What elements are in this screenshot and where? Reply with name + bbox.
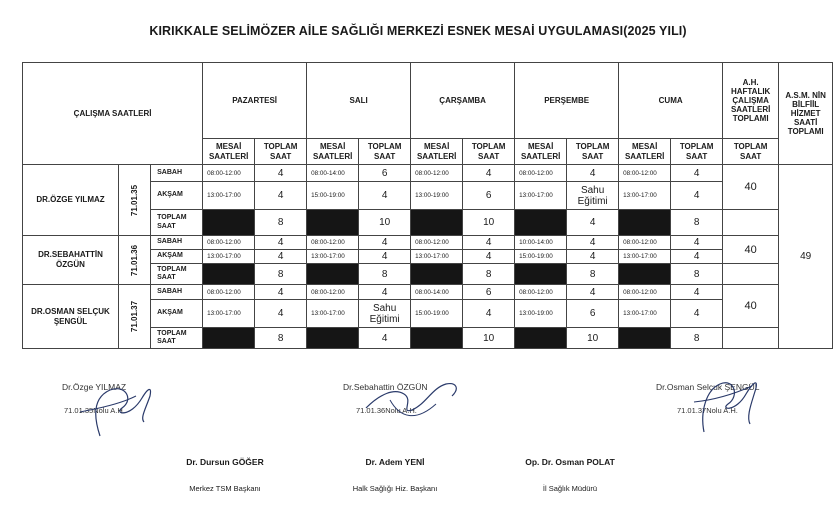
blacked-out-cell bbox=[515, 328, 567, 349]
shift-time: 13:00-19:00 bbox=[515, 300, 567, 328]
weekly-total-header: A.H. HAFTALIK ÇALIŞMA SAATLERİ TOPLAMI bbox=[723, 63, 779, 139]
daily-total: 8 bbox=[255, 264, 307, 285]
daily-total: 8 bbox=[255, 328, 307, 349]
page-title: KIRIKKALE SELİMÖZER AİLE SAĞLIĞI MERKEZİ ESNEK MESAİ UYGULAMASI(2025 YILI) bbox=[149, 24, 687, 38]
daily-total: 8 bbox=[671, 264, 723, 285]
blacked-out-cell bbox=[203, 210, 255, 236]
asm-total-header: A.S.M. NİN BİLFİİL HİZMET SAATİ TOPLAMI bbox=[779, 63, 833, 165]
official-name: Op. Dr. Osman POLAT bbox=[525, 457, 615, 467]
shift-label-total: TOPLAM SAAT bbox=[151, 264, 203, 285]
shift-hours: 4 bbox=[671, 250, 723, 264]
shift-hours: 6 bbox=[463, 285, 515, 300]
shift-hours: 4 bbox=[671, 165, 723, 182]
shift-time: 15:00-19:00 bbox=[411, 300, 463, 328]
handwritten-signature-icon bbox=[360, 374, 470, 430]
toplam-header: TOPLAM SAAT bbox=[671, 139, 723, 165]
shift-time: 08:00-12:00 bbox=[203, 285, 255, 300]
blacked-out-cell bbox=[411, 210, 463, 236]
daily-total: 8 bbox=[671, 328, 723, 349]
shift-hours: 4 bbox=[359, 250, 411, 264]
toplam-header: TOPLAM SAAT bbox=[359, 139, 411, 165]
weekly-total: 40 bbox=[723, 165, 779, 210]
daily-total: 4 bbox=[567, 210, 619, 236]
blacked-out-cell bbox=[307, 210, 359, 236]
day-header-thursday: PERŞEMBE bbox=[515, 63, 619, 139]
shift-hours: 4 bbox=[463, 250, 515, 264]
shift-hours: 4 bbox=[255, 300, 307, 328]
shift-hours: 4 bbox=[255, 285, 307, 300]
blacked-out-cell bbox=[307, 328, 359, 349]
signature-number: 71.01.37Nolu A.H. bbox=[677, 406, 738, 415]
signature-number: 71.01.36Nolu A.H. bbox=[356, 406, 417, 415]
table-row bbox=[23, 236, 833, 250]
shift-time: 13:00-19:00 bbox=[411, 182, 463, 210]
toplam-header: TOPLAM SAAT bbox=[463, 139, 515, 165]
shift-time: 13:00-17:00 bbox=[619, 250, 671, 264]
daily-total: 8 bbox=[255, 210, 307, 236]
working-hours-header: ÇALIŞMA SAATLERİ bbox=[23, 63, 203, 165]
blacked-out-cell bbox=[411, 328, 463, 349]
doctor-code-text: 71.01.35 bbox=[130, 184, 140, 216]
shift-hours: 4 bbox=[567, 285, 619, 300]
doctor-code bbox=[119, 236, 151, 285]
day-header-tuesday: SALI bbox=[307, 63, 411, 139]
weekly-empty-cell bbox=[723, 210, 779, 236]
shift-time: 10:00-14:00 bbox=[515, 236, 567, 250]
shift-hours: Sahu Eğitimi bbox=[567, 182, 619, 210]
shift-time: 08:00-14:00 bbox=[307, 165, 359, 182]
toplam-header: TOPLAM SAAT bbox=[567, 139, 619, 165]
handwritten-signature-icon bbox=[690, 372, 770, 438]
doctor-code-text: 71.01.37 bbox=[130, 300, 140, 333]
shift-hours: 4 bbox=[671, 236, 723, 250]
blacked-out-cell bbox=[619, 328, 671, 349]
official-name: Dr. Adem YENİ bbox=[365, 457, 425, 467]
shift-hours: 4 bbox=[255, 182, 307, 210]
table-row bbox=[23, 285, 833, 300]
signature-name: Dr.Sebahattin ÖZGÜN bbox=[343, 382, 428, 392]
shift-hours: 4 bbox=[567, 165, 619, 182]
shift-label-sabah: SABAH bbox=[151, 285, 203, 300]
signature-number: 71.01.35Nolu A.H. bbox=[64, 406, 125, 415]
shift-hours: 4 bbox=[567, 250, 619, 264]
blacked-out-cell bbox=[619, 210, 671, 236]
official-title: Merkez TSM Başkanı bbox=[189, 484, 261, 493]
shift-time: 08:00-14:00 bbox=[411, 285, 463, 300]
day-header-friday: CUMA bbox=[619, 63, 723, 139]
daily-total: 4 bbox=[359, 328, 411, 349]
shift-time: 13:00-17:00 bbox=[307, 250, 359, 264]
blacked-out-cell bbox=[203, 264, 255, 285]
official-title: Halk Sağlığı Hiz. Başkanı bbox=[352, 484, 438, 493]
shift-time: 08:00-12:00 bbox=[619, 165, 671, 182]
shift-time: 08:00-12:00 bbox=[307, 236, 359, 250]
weekly-empty-cell bbox=[723, 264, 779, 285]
shift-hours: 4 bbox=[463, 300, 515, 328]
shift-label-total: TOPLAM SAAT bbox=[151, 328, 203, 349]
shift-hours: 4 bbox=[255, 165, 307, 182]
shift-hours: 4 bbox=[567, 236, 619, 250]
schedule-table bbox=[22, 62, 833, 349]
shift-time: 13:00-17:00 bbox=[307, 300, 359, 328]
shift-time: 15:00-19:00 bbox=[515, 250, 567, 264]
shift-time: 13:00-17:00 bbox=[619, 182, 671, 210]
shift-hours: 6 bbox=[359, 165, 411, 182]
doctor-code-text: 71.01.36 bbox=[130, 244, 140, 276]
shift-time: 13:00-17:00 bbox=[515, 182, 567, 210]
shift-time: 08:00-12:00 bbox=[203, 236, 255, 250]
shift-time: 08:00-12:00 bbox=[411, 236, 463, 250]
weekly-total: 40 bbox=[723, 285, 779, 328]
shift-time: 13:00-17:00 bbox=[203, 250, 255, 264]
shift-hours: 4 bbox=[463, 165, 515, 182]
daily-total: 8 bbox=[359, 264, 411, 285]
shift-hours: 6 bbox=[463, 182, 515, 210]
mesai-header: MESAİ SAATLERİ bbox=[307, 139, 359, 165]
mesai-header: MESAİ SAATLERİ bbox=[515, 139, 567, 165]
doctor-code bbox=[119, 165, 151, 236]
shift-hours: 4 bbox=[255, 236, 307, 250]
shift-hours: 4 bbox=[671, 285, 723, 300]
shift-time: 08:00-12:00 bbox=[619, 285, 671, 300]
daily-total: 10 bbox=[567, 328, 619, 349]
doctor-name: DR.OSMAN SELÇUK ŞENGÜL bbox=[23, 285, 119, 349]
daily-total: 8 bbox=[567, 264, 619, 285]
asm-total: 49 bbox=[779, 165, 833, 349]
shift-time: 08:00-12:00 bbox=[515, 165, 567, 182]
mesai-header: MESAİ SAATLERİ bbox=[203, 139, 255, 165]
shift-hours: Sahu Eğitimi bbox=[359, 300, 411, 328]
signature-name: Dr.Osman Selçuk ŞENGÜL bbox=[656, 382, 760, 392]
doctor-code bbox=[119, 285, 151, 349]
blacked-out-cell bbox=[307, 264, 359, 285]
weekly-sub-header: TOPLAM SAAT bbox=[723, 139, 779, 165]
shift-label-aksam: AKŞAM bbox=[151, 182, 203, 210]
signature-name: Dr.Özge YILMAZ bbox=[62, 382, 127, 392]
handwritten-signature-icon bbox=[70, 378, 160, 444]
shift-hours: 4 bbox=[671, 182, 723, 210]
official-name: Dr. Dursun GÖĞER bbox=[186, 457, 264, 467]
shift-time: 08:00-12:00 bbox=[411, 165, 463, 182]
doctor-name: DR.SEBAHATTİN ÖZGÜN bbox=[23, 236, 119, 285]
daily-total: 10 bbox=[359, 210, 411, 236]
day-header-wednesday: ÇARŞAMBA bbox=[411, 63, 515, 139]
shift-time: 15:00-19:00 bbox=[307, 182, 359, 210]
shift-hours: 6 bbox=[567, 300, 619, 328]
doctor-name: DR.ÖZGE YILMAZ bbox=[23, 165, 119, 236]
shift-hours: 4 bbox=[359, 236, 411, 250]
toplam-header: TOPLAM SAAT bbox=[255, 139, 307, 165]
blacked-out-cell bbox=[515, 210, 567, 236]
weekly-total: 40 bbox=[723, 236, 779, 264]
daily-total: 10 bbox=[463, 210, 515, 236]
shift-time: 08:00-12:00 bbox=[619, 236, 671, 250]
mesai-header: MESAİ SAATLERİ bbox=[411, 139, 463, 165]
shift-hours: 4 bbox=[463, 236, 515, 250]
blacked-out-cell bbox=[203, 328, 255, 349]
shift-time: 08:00-12:00 bbox=[203, 165, 255, 182]
daily-total: 8 bbox=[463, 264, 515, 285]
shift-label-sabah: SABAH bbox=[151, 236, 203, 250]
shift-hours: 4 bbox=[671, 300, 723, 328]
shift-time: 13:00-17:00 bbox=[411, 250, 463, 264]
table-row bbox=[23, 165, 833, 182]
shift-time: 08:00-12:00 bbox=[515, 285, 567, 300]
shift-time: 13:00-17:00 bbox=[203, 300, 255, 328]
blacked-out-cell bbox=[619, 264, 671, 285]
blacked-out-cell bbox=[515, 264, 567, 285]
mesai-header: MESAİ SAATLERİ bbox=[619, 139, 671, 165]
weekly-empty-cell bbox=[723, 328, 779, 349]
day-header-monday: PAZARTESİ bbox=[203, 63, 307, 139]
shift-hours: 4 bbox=[255, 250, 307, 264]
shift-time: 13:00-17:00 bbox=[203, 182, 255, 210]
shift-label-total: TOPLAM SAAT bbox=[151, 210, 203, 236]
shift-time: 13:00-17:00 bbox=[619, 300, 671, 328]
shift-hours: 4 bbox=[359, 182, 411, 210]
daily-total: 8 bbox=[671, 210, 723, 236]
shift-time: 08:00-12:00 bbox=[307, 285, 359, 300]
official-title: İl Sağlık Müdürü bbox=[542, 484, 598, 493]
blacked-out-cell bbox=[411, 264, 463, 285]
daily-total: 10 bbox=[463, 328, 515, 349]
shift-hours: 4 bbox=[359, 285, 411, 300]
shift-label-aksam: AKŞAM bbox=[151, 300, 203, 328]
shift-label-aksam: AKŞAM bbox=[151, 250, 203, 264]
shift-label-sabah: SABAH bbox=[151, 165, 203, 182]
